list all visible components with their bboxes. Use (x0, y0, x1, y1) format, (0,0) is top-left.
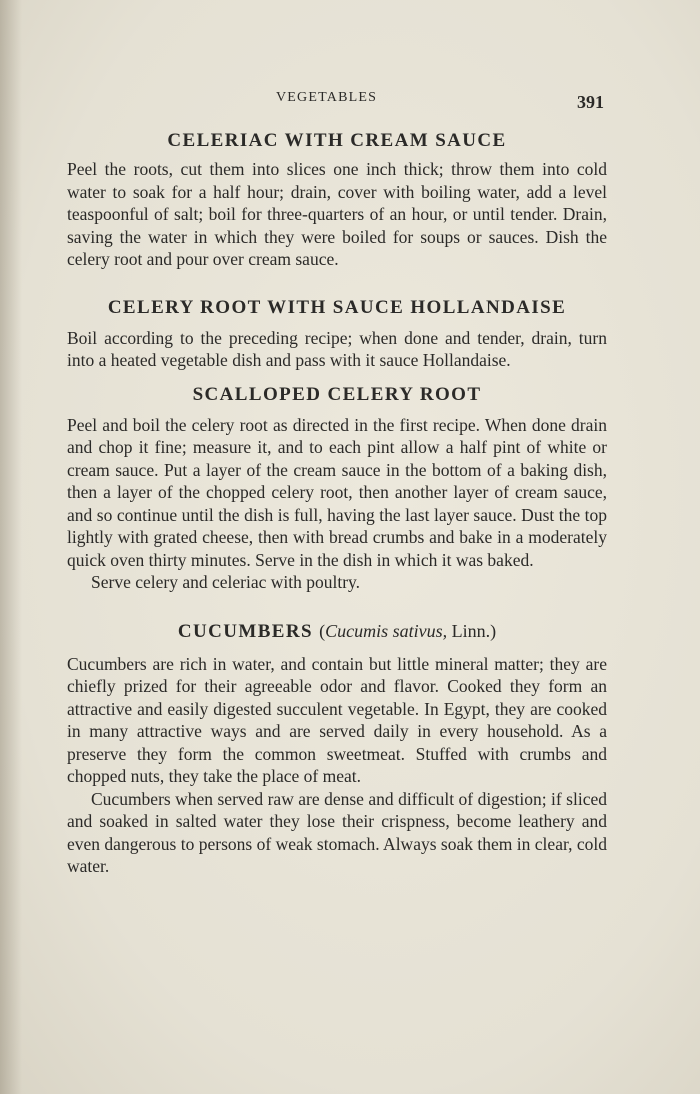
section-title-celeriac: CELERIAC WITH CREAM SAUCE (167, 130, 507, 151)
scientific-paren: ( (319, 620, 326, 641)
binding-shadow (0, 0, 22, 1094)
cucumbers-paragraph-1: Cucumbers are rich in water, and contain but little mineral matter; they are chiefly prized for their agreeable odor and flavor. Cooked they form an attractive and easily digested succulent vegetable. In Egypt, they are cooked in many attractive ways and are served daily in every household. As a preserve they form the common sweetmeat. Stuffed with crumbs and chopped nuts, they take the place of meat. (67, 653, 607, 786)
running-head: VEGETABLES (276, 90, 378, 105)
section-title-scalloped-celery-root: SCALLOPED CELERY ROOT (192, 383, 482, 405)
page-content (67, 126, 607, 878)
cucumbers-title-text: CUCUMBERS (177, 620, 313, 642)
scientific-authority: Linn.) (451, 620, 497, 641)
celery-hollandaise-paragraph: Boil according to the preceding recipe; when done and tender, drain, turn into a heated vegetable dish and pass with it sauce Hollandaise. (67, 327, 607, 370)
celeriac-paragraph: Peel the roots, cut them into slices one inch thick; throw them into cold water to soak for a half hour; drain, cover with boiling water, add a level teaspoonful of salt; boil for three-quarters of an hour, or until tender. Drain, saving the water in which they were boiled for soups or sauces. Dish the celery root and pour over cream sauce. (67, 159, 607, 269)
cucumbers-paragraph-2: Cucumbers when served raw are dense and difficult of digestion; if sliced and soaked in salted water they lose their crispness, become leathery and even dangerous to persons of weak stomach. Always soak them in clear, cold water. (67, 788, 607, 876)
section-title-cucumbers (67, 616, 607, 647)
scalloped-celery-paragraph: Peel and boil the celery root as directed in the first recipe. When done drain and chop it fine; measure it, and to each pint allow a half pint of white or cream sauce. Put a layer of the cream sauce in the bottom of a baking dish, then a layer of the chopped celery root, then another layer of cream sauce, and so continue until the dish is full, having the last layer sauce. Dust the top lightly with grated cheese, then with bread crumbs and bake in a moderately quick oven thirty minutes. Serve in the dish in which it was baked. (67, 414, 607, 570)
scientific-binomial: Cucumis sativus, (325, 620, 448, 641)
page-number: 391 (577, 92, 604, 112)
cucumbers-scientific-name (319, 621, 496, 641)
serving-note-paragraph: Serve celery and celeriac with poultry. (91, 572, 361, 592)
section-title-celery-root-hollandaise: CELERY ROOT WITH SAUCE HOLLANDAISE (107, 296, 567, 318)
